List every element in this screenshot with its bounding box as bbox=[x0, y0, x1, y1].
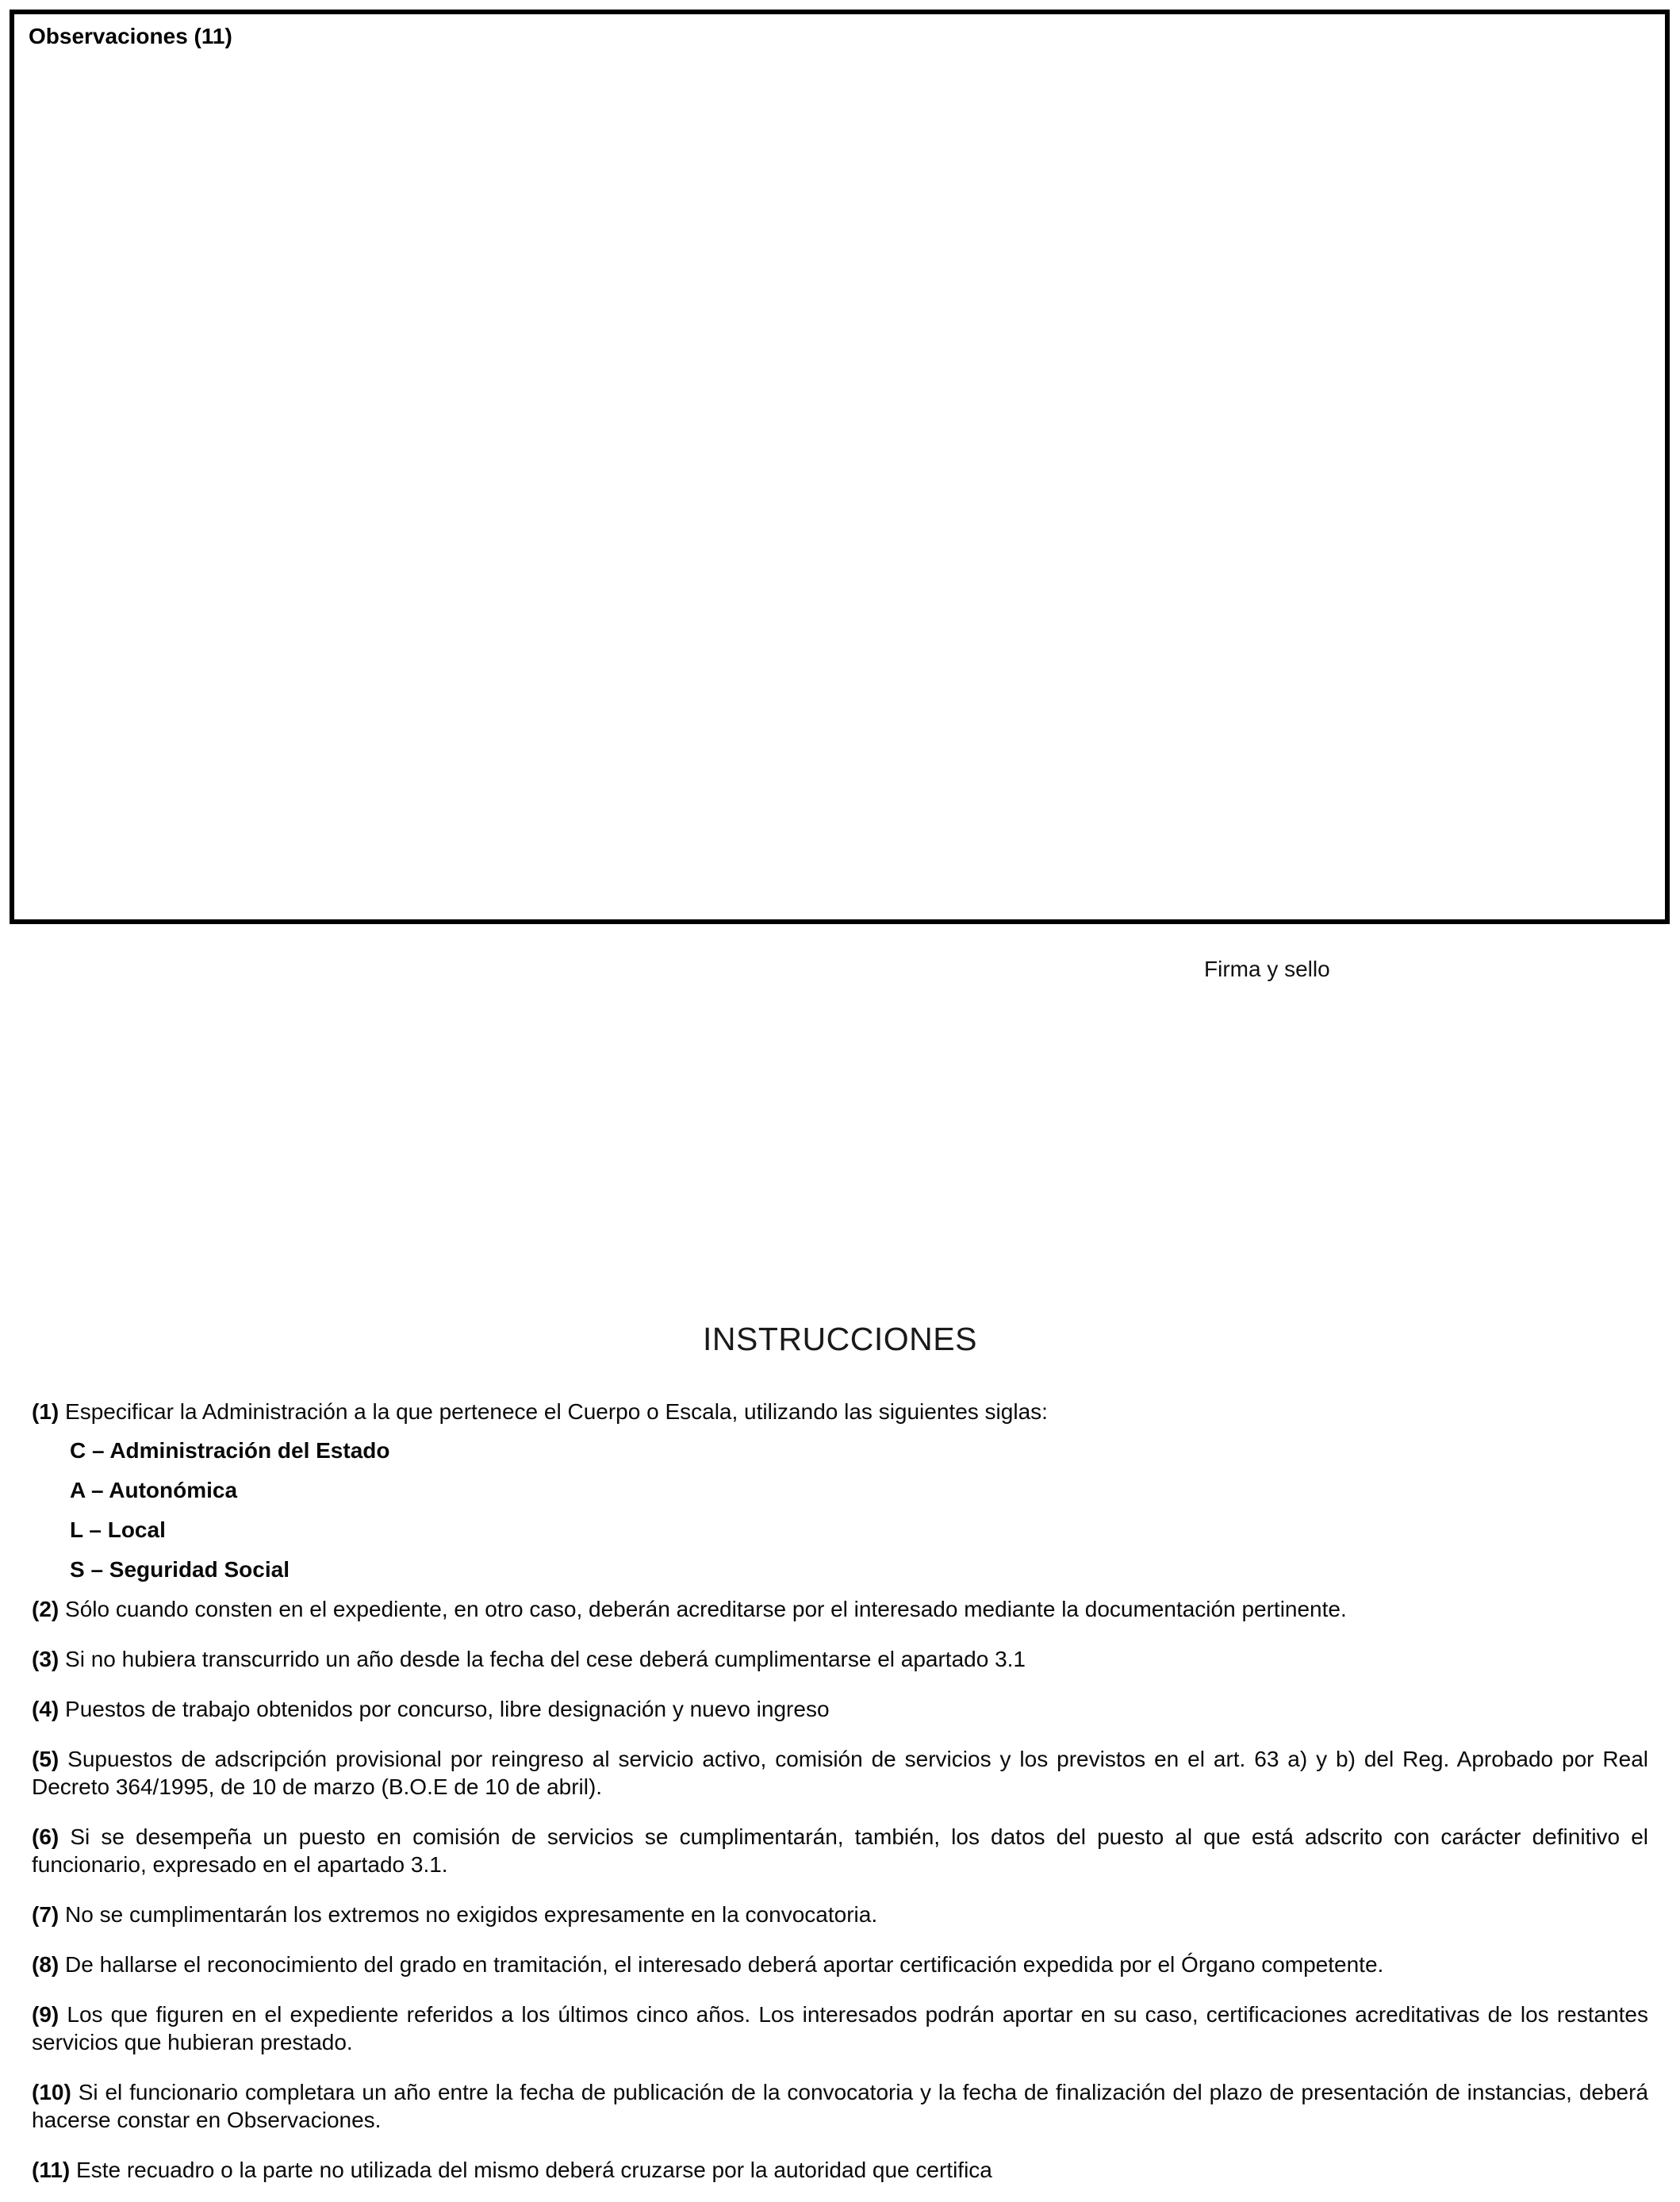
sigla-seguridad-social: S – Seguridad Social bbox=[70, 1557, 290, 1582]
instruction-number-8: (8) bbox=[32, 1952, 59, 1977]
instruction-number-11: (11) bbox=[32, 2158, 71, 2182]
instruction-number-2: (2) bbox=[32, 1597, 59, 1621]
instruction-text-5: Supuestos de adscripción provisional por reingreso al servicio activo, comisión de servicios y los previstos en el art. 63 a) y b) del Reg. Aprobado por Real Decreto 364/1995, de 10 de marzo (B.O.E de 10 de abril). bbox=[32, 1747, 1648, 1799]
instruction-item-3 bbox=[32, 1645, 1648, 1673]
instruction-item-9 bbox=[32, 2001, 1648, 2056]
instruction-number-1: (1) bbox=[32, 1399, 59, 1424]
instruction-number-4: (4) bbox=[32, 1697, 59, 1721]
instruction-item-5 bbox=[32, 1745, 1648, 1801]
firma-y-sello-label: Firma y sello bbox=[1204, 957, 1330, 981]
instruction-number-5: (5) bbox=[32, 1747, 59, 1771]
instruction-text-11: Este recuadro o la parte no utilizada del mismo deberá cruzarse por la autoridad que certifica bbox=[76, 2158, 992, 2182]
instruction-number-6: (6) bbox=[32, 1824, 59, 1849]
instruction-item-2 bbox=[32, 1595, 1648, 1623]
instruction-item-4 bbox=[32, 1695, 1648, 1723]
sigla-local: L – Local bbox=[70, 1517, 166, 1542]
instruction-text-1: Especificar la Administración a la que pertenece el Cuerpo o Escala, utilizando las siguientes siglas: bbox=[65, 1399, 1048, 1424]
instruction-number-7: (7) bbox=[32, 1902, 59, 1927]
instruction-number-10: (10) bbox=[32, 2080, 71, 2104]
instructions-title: INSTRUCCIONES bbox=[703, 1321, 977, 1357]
instruction-text-10: Si el funcionario completara un año entre la fecha de publicación de la convocatoria y la fecha de finalización del plazo de presentación de instancias, deberá hacerse constar en Observaciones. bbox=[32, 2080, 1649, 2132]
instruction-item-11 bbox=[32, 2156, 1648, 2184]
instruction-text-8: De hallarse el reconocimiento del grado en tramitación, el interesado deberá aportar certificación expedida por el Órgano competente. bbox=[65, 1952, 1384, 1977]
instruction-text-4: Puestos de trabajo obtenidos por concurso, libre designación y nuevo ingreso bbox=[65, 1697, 830, 1721]
sigla-estado: C – Administración del Estado bbox=[70, 1438, 390, 1463]
instruction-item-7 bbox=[32, 1901, 1648, 1928]
observaciones-label: Observaciones (11) bbox=[29, 24, 232, 48]
instruction-item-6 bbox=[32, 1823, 1648, 1878]
instruction-number-9: (9) bbox=[32, 2002, 59, 2027]
instruction-text-9: Los que figuren en el expediente referidos a los últimos cinco años. Los interesados podrán aportar en su caso, certificaciones acreditativas de los restantes servicios que hubieran prestado. bbox=[32, 2002, 1648, 2054]
instruction-text-3: Si no hubiera transcurrido un año desde la fecha del cese deberá cumplimentarse el apartado 3.1 bbox=[65, 1647, 1026, 1671]
instruction-text-7: No se cumplimentarán los extremos no exigidos expresamente en la convocatoria. bbox=[65, 1902, 878, 1927]
instruction-text-6: Si se desempeña un puesto en comisión de servicios se cumplimentarán, también, los datos del puesto al que está adscrito con carácter definitivo el funcionario, expresado en el apartado 3.1. bbox=[32, 1824, 1649, 1877]
instruction-number-3: (3) bbox=[32, 1647, 59, 1671]
sigla-autonomica: A – Autonómica bbox=[70, 1478, 238, 1502]
instruction-item-10 bbox=[32, 2078, 1648, 2134]
instructions-section bbox=[32, 1398, 1648, 2184]
observaciones-box[interactable] bbox=[10, 10, 1670, 924]
instruction-item-8 bbox=[32, 1951, 1648, 1978]
siglas-list bbox=[70, 1437, 1648, 1583]
instruction-text-2: Sólo cuando consten en el expediente, en otro caso, deberán acreditarse por el interesado mediante la documentación pertinente. bbox=[65, 1597, 1347, 1621]
instruction-item-1 bbox=[32, 1398, 1648, 1425]
